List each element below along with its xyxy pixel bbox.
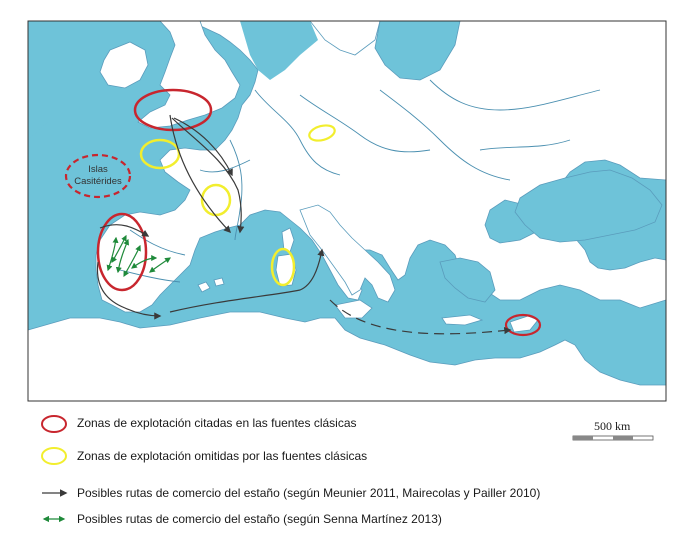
legend-yellow-icon bbox=[42, 448, 66, 464]
legend-routes-senna: Posibles rutas de comercio del estaño (según Senna Martínez 2013) bbox=[77, 512, 442, 526]
cassiterides-label-line1: Islas bbox=[88, 164, 108, 175]
legend-cited-zones: Zonas de explotación citadas en las fuentes clásicas bbox=[77, 416, 357, 430]
scale-bar bbox=[573, 436, 653, 440]
legend-red-icon bbox=[42, 416, 66, 432]
legend-omitted-zones: Zonas de explotación omitidas por las fuentes clásicas bbox=[77, 449, 368, 463]
legend-routes-meunier: Posibles rutas de comercio del estaño (según Meunier 2011, Mairecolas y Pailler 2010) bbox=[77, 486, 541, 500]
scale-label: 500 km bbox=[594, 419, 631, 433]
cassiterides-label-line2: Casitérides bbox=[74, 176, 122, 187]
